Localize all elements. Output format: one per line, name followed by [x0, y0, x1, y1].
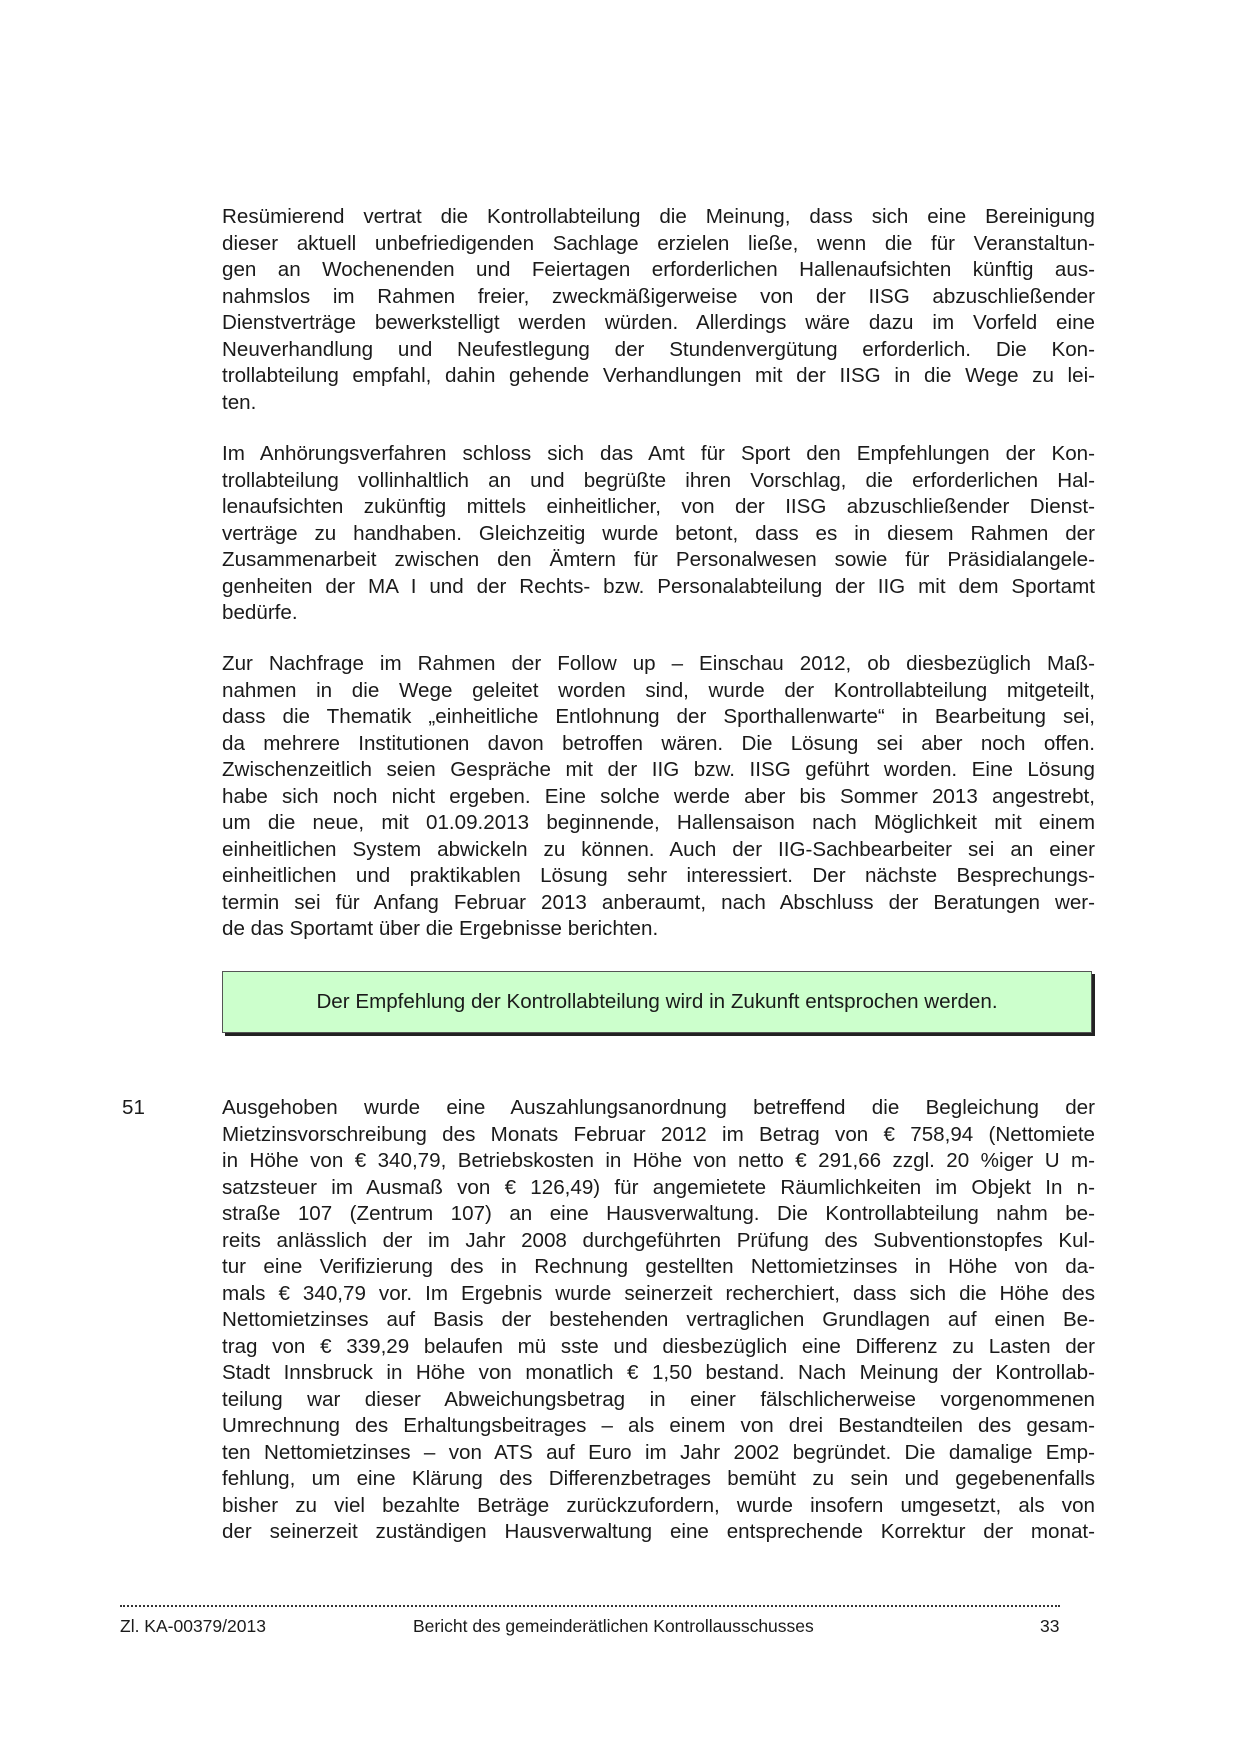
text-line: Umrechnung des Erhaltungsbeitrages – als einem von drei Bestandteilen des gesam- [222, 1414, 1095, 1437]
text-line: einheitlichen System abwickeln zu können. Auch der IIG-Sachbearbeiter sei an einer [222, 837, 1095, 861]
text-line: habe sich noch nicht ergeben. Eine solche werde aber bis Sommer 2013 angestrebt, [222, 784, 1095, 808]
paragraph-payment-order [222, 1095, 1095, 1546]
text-line: ten Nettomietzinses – von ATS auf Euro im Jahr 2002 begründet. Die damalige Emp- [222, 1440, 1095, 1464]
paragraph-follow-up [222, 651, 1095, 943]
text-line: lenaufsichten zukünftig mittels einheitlicher, von der IISG abzuschließender Dienst- [222, 495, 1095, 518]
text-line: Neuverhandlung und Neufestlegung der Stundenvergütung erforderlich. Die Kon- [222, 337, 1095, 361]
text-line: ten. [222, 390, 257, 414]
text-line: dieser aktuell unbefriedigenden Sachlage erzielen ließe, wenn die für Veranstaltun- [222, 231, 1095, 255]
text-line: Nettomietzinses auf Basis der bestehenden vertraglichen Grundlagen auf einen Be- [222, 1308, 1095, 1331]
text-line: bisher zu viel bezahlte Beträge zurückzufordern, wurde insofern umgesetzt, als von [222, 1493, 1095, 1517]
paragraph-number: 51 [122, 1096, 145, 1119]
text-line: verträge zu handhaben. Gleichzeitig wurde betont, dass es in diesem Rahmen der [222, 521, 1095, 545]
text-line: trag von € 339,29 belaufen mü sste und diesbezüglich eine Differenz zu Lasten der [222, 1334, 1095, 1358]
text-line: nahmen in die Wege geleitet worden sind, wurde der Kontrollabteilung mitgeteilt, [222, 678, 1095, 702]
text-line: Stadt Innsbruck in Höhe von monatlich € 1,50 bestand. Nach Meinung der Kontrollab- [222, 1361, 1095, 1384]
text-line: trollabteilung empfahl, dahin gehende Verhandlungen mit der IISG in die Wege zu lei- [222, 364, 1095, 387]
text-line: teilung war dieser Abweichungsbetrag in einer fälschlicherweise vorgenommenen [222, 1387, 1095, 1411]
text-line: Zusammenarbeit zwischen den Ämtern für Personalwesen sowie für Präsidialangele- [222, 548, 1095, 571]
text-line: de das Sportamt über die Ergebnisse berichten. [222, 917, 659, 940]
text-line: Ausgehoben wurde eine Auszahlungsanordnung betreffend die Begleichung der [222, 1096, 1095, 1119]
text-line: dass die Thematik „einheitliche Entlohnung der Sporthallenwarte“ in Bearbeitung sei, [222, 705, 1095, 728]
text-line: tur eine Verifizierung des in Rechnung gestellten Nettomietzinses in Höhe von da- [222, 1255, 1095, 1278]
text-line: Zwischenzeitlich seien Gespräche mit der IIG bzw. IISG geführt worden. Eine Lösung [222, 758, 1095, 781]
text-line: nahmslos im Rahmen freier, zweckmäßigerweise von der IISG abzuschließender [222, 284, 1095, 308]
text-line: da mehrere Institutionen davon betroffen wären. Die Lösung sei aber noch offen. [222, 731, 1095, 755]
text-line: Im Anhörungsverfahren schloss sich das Amt für Sport den Empfehlungen der Kon- [222, 442, 1095, 465]
text-line: bedürfe. [222, 601, 298, 624]
text-line: gen an Wochenenden und Feiertagen erforderlichen Hallenaufsichten künftig aus- [222, 258, 1095, 281]
footer-divider [120, 1605, 1060, 1607]
text-line: termin sei für Anfang Februar 2013 anberaumt, nach Abschluss der Beratungen wer- [222, 890, 1095, 914]
text-line: um die neue, mit 01.09.2013 beginnende, Hallensaison nach Möglichkeit mit einem [222, 811, 1095, 834]
text-line: einheitlichen und praktikablen Lösung sehr interessiert. Der nächste Besprechungs- [222, 864, 1095, 887]
text-line: Zur Nachfrage im Rahmen der Follow up – Einschau 2012, ob diesbezüglich Maß- [222, 652, 1095, 675]
recommendation-text: Der Empfehlung der Kontrollabteilung wird in Zukunft entsprochen werden. [316, 990, 998, 1013]
footer-title: Bericht des gemeinderätlichen Kontrollausschusses [413, 1616, 814, 1636]
footer-reference: Zl. KA-00379/2013 [120, 1616, 266, 1636]
text-line: reits anlässlich der im Jahr 2008 durchgeführten Prüfung des Subventionstopfes Kul- [222, 1228, 1095, 1252]
text-line: satzsteuer im Ausmaß von € 126,49) für angemietete Räumlichkeiten im Objekt In n- [222, 1175, 1095, 1199]
recommendation-box [222, 971, 1092, 1033]
text-line: mals € 340,79 vor. Im Ergebnis wurde seinerzeit recherchiert, dass sich die Höhe des [222, 1281, 1095, 1305]
text-line: genheiten der MA I und der Rechts- bzw. Personalabteilung der IIG mit dem Sportamt [222, 574, 1095, 598]
paragraph-hearing-procedure [222, 441, 1095, 627]
text-line: fehlung, um eine Klärung des Differenzbetrages bemüht zu sein und gegebenenfalls [222, 1467, 1095, 1490]
text-line: trollabteilung vollinhaltlich an und begrüßte ihren Vorschlag, die erforderlichen Hal- [222, 468, 1095, 492]
text-line: straße 107 (Zentrum 107) an eine Hausverwaltung. Die Kontrollabteilung nahm be- [222, 1202, 1095, 1225]
page-number: 33 [1040, 1616, 1060, 1636]
text-line: Dienstverträge bewerkstelligt werden würden. Allerdings wäre dazu im Vorfeld eine [222, 311, 1095, 334]
text-line: der seinerzeit zuständigen Hausverwaltung eine entsprechende Korrektur der monat- [222, 1520, 1095, 1543]
text-line: Resümierend vertrat die Kontrollabteilung die Meinung, dass sich eine Bereinigung [222, 205, 1095, 228]
paragraph-hall-supervision-summary [222, 204, 1095, 416]
text-line: Mietzinsvorschreibung des Monats Februar 2012 im Betrag von € 758,94 (Nettomiete [222, 1122, 1095, 1146]
text-line: in Höhe von € 340,79, Betriebskosten in Höhe von netto € 291,66 zzgl. 20 %iger U m- [222, 1149, 1095, 1172]
